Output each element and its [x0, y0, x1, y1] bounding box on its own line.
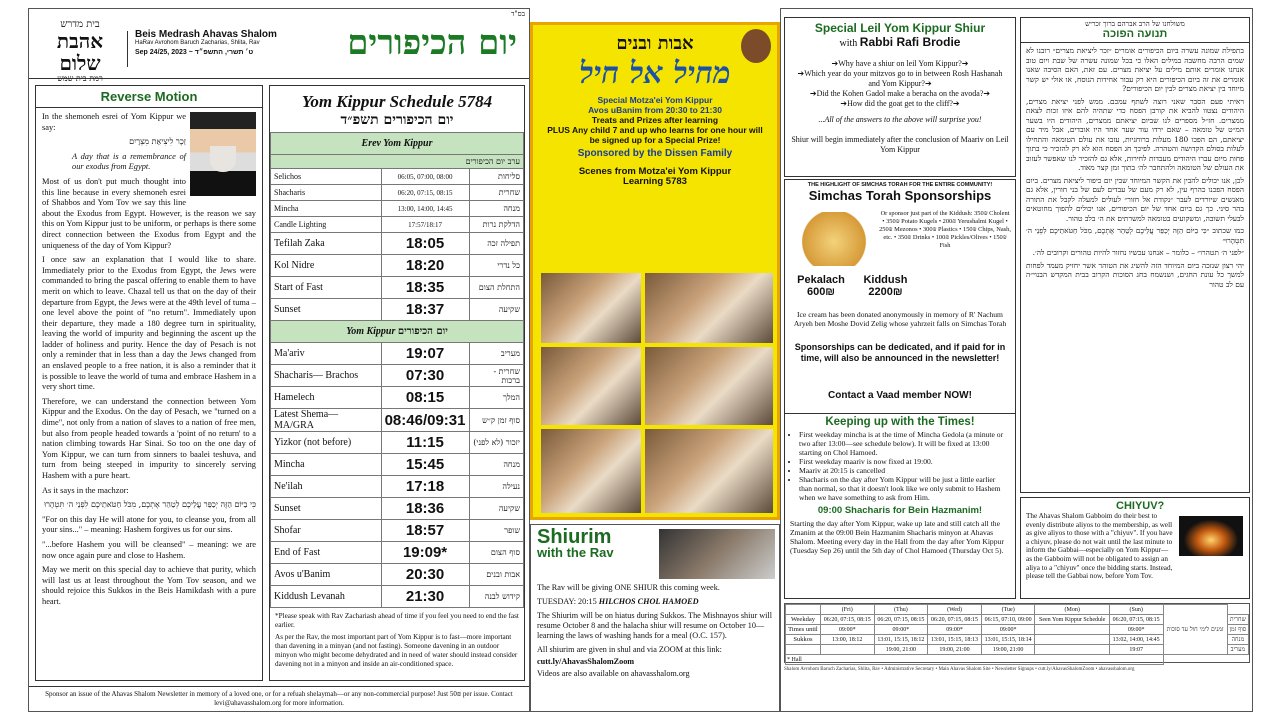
schedule-time: 17:57/18:17	[381, 217, 469, 233]
photo-5	[541, 429, 641, 513]
org-block: Beis Medrash Ahavas Shalom HaRav Avrohom Baruch Zacharias, Shlita, Rav Sep 24/25, 2023 ~ ט׳ תשרי, התשפ״ד	[135, 29, 277, 56]
schedule-label-he: שקיעה	[469, 299, 524, 321]
times-cell: 13:01, 15:15, 18:12	[874, 635, 928, 645]
mascot-icon	[741, 29, 771, 63]
schedule-row	[271, 432, 524, 454]
newsletter-page-1	[28, 8, 530, 712]
schedule-time: 18:57	[381, 520, 469, 542]
schedule-row	[271, 586, 524, 608]
schedule-label-he: סליחות	[469, 169, 524, 185]
schedule-box: Yom Kippur Schedule 5784 יום הכיפורים תשפ״ד Erev Yom Kippur ערב יום הכיפורים Selichos 06:05, 07:00, 08:00 סליחות Shacharis 06:20, 07:15, 08:15 שחרית Mincha 13:00, 14:00, 14:45 מנחה Candle Lighting 17:57/18:17 הדלקת נרות Tefilah Zaka 18:05 תפילה זכה Kol Nidre 18:20 כל נדרי Start of Fast 18:35 התחלת הצום Sunset 18:37 שקיעה Yom Kippur יום הכיפורים Ma'ariv 19:07 מעריב Shacharis— Brachos 07:30 שחרית - ברכות Hamelech 08:15 המלך Latest Shema—MA/GRA 08:46/09:31 סוף זמן ק״ש Yizkor (not before) 11:15 יזכור (לא לפני) Mincha 15:45 מנחה Ne'ilah 17:18 נעילה Sunset 18:36 שקיעה Shofar 18:57 שופר End of Fast 19:09* סוף הצום Avos u'Banim 20:30 אבות ובנים Kiddush Levanah 21:30 קידוש לבנה *Please speak with Rav Zachariash ahead of time if you feel you need to end the fast earlier. As per the Rav, the most important part of Yom Kippur is to fast—more important than davening in a minyan (and not fasting). Someone davening in an outdoor minyon who might become dehydrated and in need of water should instead consider davening not in a minyon and inside an air-conditioned space.	[269, 85, 525, 681]
schedule-time: 06:05, 07:00, 08:00	[381, 169, 469, 185]
photo-6	[645, 429, 773, 513]
leil-shiur-box: Special Leil Yom Kippur Shiur with Rabbi Rafi Brodie ➔Why have a shiur on leil Yom Kippur?➔ ➔Which year do your mitzvos go to in between Rosh Hashanah and Yom Kippur?➔ ➔Did the Kohen Gadol make a beracha on the avoda?➔ ➔How did the goat get to the cliff?➔ ...All of the answers to the above will surprise you! Shiur will begin immediately after the conclusion of Maariv on Leil Yom Kippur	[784, 17, 1016, 177]
times-row: Sukkos 13:00, 18:12 13:01, 15:15, 18:12 13:01, 15:15, 18:13 13:01, 15:15, 18:14 13:02, 14:00, 14:45 מנחה	[786, 635, 1249, 645]
times-cell: 19:07	[1109, 645, 1163, 655]
schedule-row	[271, 520, 524, 542]
schedule-label-he: יזכור (לא לפני)	[469, 432, 524, 454]
schedule-table: Erev Yom Kippur ערב יום הכיפורים Selichos 06:05, 07:00, 08:00 סליחות Shacharis 06:20, 07:15, 08:15 שחרית Mincha 13:00, 14:00, 14:45 מנחה Candle Lighting 17:57/18:17 הדלקת נרות Tefilah Zaka 18:05 תפילה זכה Kol Nidre 18:20 כל נדרי Start of Fast 18:35 התחלת הצום Sunset 18:37 שקיעה Yom Kippur יום הכיפורים Ma'ariv 19:07 מעריב Shacharis— Brachos 07:30 שחרית - ברכות Hamelech 08:15 המלך Latest Shema—MA/GRA 08:46/09:31 סוף זמן ק״ש Yizkor (not before) 11:15 יזכור (לא לפני) Mincha 15:45 מנחה Ne'ilah 17:18 נעילה Sunset 18:36 שקיעה Shofar 18:57 שופר End of Fast 19:09* סוף הצום Avos u'Banim 20:30 אבות ובנים Kiddush Levanah 21:30 קידוש לבנה	[270, 132, 524, 608]
schedule-label: Tefilah Zaka	[271, 233, 382, 255]
schedule-time: 07:30	[381, 365, 469, 387]
schedule-row	[271, 476, 524, 498]
schedule-label: Hamelech	[271, 387, 382, 409]
article-title: Reverse Motion	[36, 86, 262, 108]
schedule-row	[271, 169, 524, 185]
schedule-label: Latest Shema—MA/GRA	[271, 409, 382, 432]
times-cell: 06:20, 07:15, 08:15	[1109, 615, 1163, 625]
schedule-time: 13:00, 14:00, 14:45	[381, 201, 469, 217]
times-cell: 09:00*	[874, 625, 928, 635]
times-cell: 06:15, 07:10, 09:00	[981, 615, 1035, 625]
schedule-label-he: המלך	[469, 387, 524, 409]
photo-3	[541, 347, 641, 425]
times-cell: 13:02, 14:00, 14:45	[1109, 635, 1163, 645]
times-cell: 13:01, 15:15, 18:14	[981, 635, 1035, 645]
photo-2	[645, 273, 773, 343]
schedule-time: 08:46/09:31	[381, 409, 469, 432]
schedule-label: Yizkor (not before)	[271, 432, 382, 454]
side-label: זמנים לימי חול עד סוכות	[1163, 605, 1227, 655]
schedule-time: 18:20	[381, 255, 469, 277]
schedule-label: Shofar	[271, 520, 382, 542]
flyer-header: אבות ובנים	[616, 33, 694, 54]
schedule-label-he: אבות ובנים	[469, 564, 524, 586]
schedule-label-he: כל נדרי	[469, 255, 524, 277]
contacts-footer: Shalom Avrohom Baruch Zacharias, Shlita, Rav • Administrative Secretary • Main Ahavas Shalom Site • Newsletter Signups • cutt.ly/AhavasShalomZoom • ahavasshalom.org	[784, 667, 1135, 672]
schedule-label: Shacharis	[271, 185, 382, 201]
times-cell: 09:00*	[928, 625, 982, 635]
photo-grid	[541, 273, 773, 513]
keeping-times-box: Keeping up with the Times! • First weekday mincha is at the time of Mincha Gedola (a minute or two after 13:00—see schedule below). It will be fixed at 13:00 starting on Chol Hamoed. • First weekday maariv is now fixed at 19:00. • Maariv at 20:15 is cancelled • Shacharis on the day after Yom Kippur will be just a little earlier than normal, so that it doesn't look like we only submit to Hashem when we have something to ask from Him. 09:00 Shacharis for Bein Hazmanim! Starting the day after Yom Kippur, wake up late and still catch all the Zmanim at the 09:00 Bein Hazmanim Shacharis minyon at Ahavas Shalom. Meeting every day in the Hall from the day after Yom Kippur (Tuesday Sep 26) until the 5th day of Chol Hamoed (Thursday Oct 5).	[784, 413, 1016, 599]
flyer-title: מחיל אל חיל	[579, 56, 731, 91]
times-cell: Seen Yom Kippur Schedule	[1035, 615, 1109, 625]
schedule-label: Start of Fast	[271, 277, 382, 299]
schedule-label-he: שחרית	[469, 185, 524, 201]
schedule-time: 18:05	[381, 233, 469, 255]
times-row: Weekday 06:20, 07:15, 08:15 06:20, 07:15, 08:15 06:20, 07:15, 08:15 06:15, 07:10, 09:00 Seen Yom Kippur Schedule 06:20, 07:15, 08:15 שחרית	[786, 615, 1249, 625]
schedule-row	[271, 387, 524, 409]
schedule-row	[271, 454, 524, 476]
reverse-motion-article: Reverse Motion In the shemoneh esrei of Yom Kippur we say: זֵכֶר לִיצִיאַת מִצְרָיִם A day that is a remembrance of our exodus from Egypt. Most of us don't put much thought into this line because in every shemoneh esrei of Shabbos and Yom Tov we say this line about the Exodus from Egypt. However, is the reason we say this on Yom Kippur just to be uniform, or perhaps is there some direct connection between the Exodus from Egypt and the uniqueness of the day of Yom Kippur? I once saw an explanation that I would like to share. Immediately prior to the Exodus from Egypt, the Jews were commanded to bring the pascal offering to enable them to have merit on which to leave. Chazal tell us that on the day of their departure from Egypt, the Jews were at the 49th level of tuma – one level above the point of "no return". Immediately upon their departure, they made a 180 degree turn in spirituality, leaving the world of impurity and beginning the ascent up the ladder of holiness and purity. Hence the day of Pesach is not only a reminder that in less than a day the Jews changed from an enslaved people to a free nation, it is also a reminder that it is possible to leave the world of tuma and embrace Hashem in a very short time. Therefore, we can understand the connection between Yom Kippur and the Exodus. On the day of Pesach, we "turned on a dime", not only from a nation of slaves to a nation of free men, but also from people headed towards a 'point of no return' to a nation climbing towards Har Sinai. So too on the one day of Yom Kippur, we can turn from sinners to baalei teshuva, and turn from being steeped in impurity to sincerely serving Hashem with a pure heart. As it says in the machzor: כִּי בַיּוֹם הַזֶּה יְכַפֵּר עֲלֵיכֶם לְטַהֵר אֶתְכֶם, מִכֹּל חַטֹּאתֵיכֶם לִפְנֵי ה׳ תִּטְהָרוּ "For on this day He will atone for you, to cleanse you, from all your sins..." – meaning: Hashem forgives us for our sins. "...before Hashem you will be cleansed" – meaning: we are now once again pure and close to Hashem. May we merit on this special day to achieve that purity, which will last us at least throughout the Yom Tov season, and we should rejoice this Sukkos in the Beis Hamikdash with a pure heart.	[35, 85, 263, 681]
videos-link[interactable]: Videos are also available on ahavasshalom.org	[537, 669, 690, 678]
times-cell	[1035, 625, 1109, 635]
rav-shiur-photo	[659, 529, 775, 579]
schedule-label-he: מנחה	[469, 454, 524, 476]
schedule-label: Mincha	[271, 201, 382, 217]
sponsor-footer: Sponsor an issue of the Ahavas Shalom Newsletter in memory of a loved one, or for a refuah shelaymah—or any non-commercial purpose! Just 50₪ per issue. Contact levi@ahavasshalom.org for more information.	[29, 686, 529, 711]
times-cell: 09:00*	[1109, 625, 1163, 635]
schedule-label: Sunset	[271, 299, 382, 321]
avos-ubanim-flyer: אבות ובנים מחיל אל חיל Special Motza'ei Yom Kippur Avos uBanim from 20:30 to 21:30 Treats and Prizes after learning PLUS Any child 7 and up who learns for one hour will be signed up for a Special Prize! Sponsored by the Dissen Family Scenes from Motza'ei Yom Kippur Learning 5783	[530, 22, 780, 520]
simchas-torah-box: THE HIGHLIGHT OF SIMCHAS TORAH FOR THE ENTIRE COMMUNITY! Simchas Torah Sponsorships Or sponsor just part of the Kiddush: 350₪ Cholent • 350₪ Potato Kugels • 200₪ Yerushalmi Kugel • 250₪ Mezonos • 300₪ Plastics • 150₪ Chips, Nash, etc. • 350₪ Drinks • 100₪ Pickles/Olives • 150₪ Fish Pekalach 600₪ Kiddush 2200₪ Ice cream has been donated anonymously in memory of R' Nachum Aryeh ben Moshe Dovid Zelig whose yahrzeit falls on Simchas Torah Sponsorships can be dedicated, and if paid for in time, will also be announced in the newsletter! Contact a Vaad member NOW!	[784, 179, 1016, 415]
schedule-label: Candle Lighting	[271, 217, 382, 233]
banner-title: יום הכיפורים	[347, 23, 517, 63]
schedule-time: 08:15	[381, 387, 469, 409]
day-header: (Mon)	[1035, 605, 1109, 615]
schedule-label: Shacharis— Brachos	[271, 365, 382, 387]
newsletter-page-2	[530, 8, 780, 712]
schedule-row	[271, 217, 524, 233]
schedule-label: Avos u'Banim	[271, 564, 382, 586]
schedule-label-he: מנחה	[469, 201, 524, 217]
day-header: (Tue)	[981, 605, 1035, 615]
times-cell: 19:00, 21:00	[928, 645, 982, 655]
weekday-times-table: (Fri) (Thu) (Wed) (Tue) (Mon) (Sun) זמנים לימי חול עד סוכות Weekday 06:20, 07:15, 08:15 06:20, 07:15, 08:15 06:20, 07:15, 08:15 06:15, 07:10, 09:00 Seen Yom Kippur Schedule 06:20, 07:15, 08:15 שחרית Times until 09:00* 09:00* 09:00* 09:00* 09:00* סוף זמן Sukkos 13:00, 18:12 13:01, 15:15, 18:12 13:01, 15:15, 18:13 13:01, 15:15, 18:14 13:02, 14:00, 14:45 מנחה 19:00, 21:00 19:00, 21:00 19:00, 21:00 19:07 מעריב * Hall	[784, 603, 1250, 663]
schedule-label-he: הדלקת נרות	[469, 217, 524, 233]
times-cell: 06:20, 07:15, 08:15	[874, 615, 928, 625]
page-number: בס"ד	[511, 10, 525, 18]
schedule-label-he: שופר	[469, 520, 524, 542]
schedule-row	[271, 233, 524, 255]
zoom-link[interactable]: cutt.ly/AhavasShalomZoom	[537, 657, 635, 666]
chiyuv-box: CHIYUV? The Ahavas Shalom Gabboim do their best to evenly distribute aliyos to the membership, as well as give aliyos to those with a "chiyuv". If you have a chiyuv, please do not wait until the last minute to inform the Gabbai—especially on Yom Kippur—as the Gabboim will not be obligated to assign an aliya to a "chiyuv" once the bidding starts. Instead, please tell the Gabbai now, before Yom Tov.	[1020, 497, 1250, 599]
rabbi-photo	[190, 112, 256, 196]
day-header: (Thu)	[874, 605, 928, 615]
schedule-label-he: שקיעה	[469, 498, 524, 520]
newsletter-page-3	[780, 8, 1253, 712]
schedule-row	[271, 365, 524, 387]
times-cell	[1035, 635, 1109, 645]
schedule-time: 19:07	[381, 343, 469, 365]
schedule-label-he: מעריב	[469, 343, 524, 365]
schedule-time: 18:37	[381, 299, 469, 321]
day-header: (Sun)	[1109, 605, 1163, 615]
schedule-label: Selichos	[271, 169, 382, 185]
tenua-hafucha-article: משולחנו של הרב אברהם ברוך זכריש תנועה הפוכה בתפילת שמונה עשרה ביום הכיפורים אומרים ״זכר ליציאת מצרים״ רובנו לא שמים הרבה מחשבה במילים האלו כי בכל שמונה עשרה של שבת ויום טוב אנחנו אומרים אותם מילים על יציאת מצרים. עם זאת, האם הסיבה שאנו אומרים את זה ביום הכיפורים היא רק עבור אחידות הנוסח, או אולי יש קשר מיוחד בין יציאת מצרים לבין יום הכיפורים? ראיתי פעם הסבר שאני רוצה לשתף עמכם. ממש לפני יציאת מצרים, היהודים נצטוו להביא את קורבן הפסח כדי שתהיה להם איזו זכות לצאת ממצרים. חז״ל מספרים לנו שביום יציאתם ממצרים, היהודים היו בשער המ״ט של טומאה – שאם ירדו עוד שער אחד היו אובדים, אבל מיד עם יציאתם, הם הפכו 180 מעלות ברוחניות, עזבו את עולם הטומאה והתחילו לעלות בסולם הקדושה והטהרה. לפיכך חג הפסח הוא לא רק להזכיר כי בתוך פחות מיום עברו היהודים מעבדות לחירות, אלא גם להזכיר לנו שאפשר לעזוב את העולם של הטומאה ולהתחבר לה׳ בתוך זמן קצר מאוד. לכן, אנו יכולים להבין את הקשר המיוחד שבין יום כיפור ליציאת מצרים. ביום הפסח הפכנו כהרף עין, לא רק מעם של עבדים לעם של בני חורין, אלא גם מאנשים שיורדים לעבר ״נקודת אל חזור״ לעולים למעלה לקבל את התורה בהר סיני. כך גם ביום אחד של יום הכיפורים, אנו יכולים להפוך מחוטאים לבעלי תשובה, ומשקועים בטומאה למשרתים את ה׳ בלב טהור. כמו שכתוב ״כִּי בַיּוֹם הַזֶּה יְכַפֵּר עֲלֵיכֶם לְטַהֵר אֶתְכֶם, מִכֹּל חַטֹּאתֵיכֶם לִפְנֵי ה׳ תִּטְהָרוּ״ ״לפני ה׳ תטהרו״ – כלומר – אנחנו עכשיו נחזור להיות טהורים וקרובים לה׳. יהי רצון שנזכה ביום המיוחד הזה להשיג את הטוהר אשר יחזיק מעמד לפחות למשך כל עונת החגים, ושנשמח בחג הסוכות הקרוב בבית המקדש הבנוי״ה עם לב טהור	[1020, 17, 1250, 493]
times-cell: 19:00, 21:00	[981, 645, 1035, 655]
schedule-label: Kiddush Levanah	[271, 586, 382, 608]
times-cell: 06:20, 07:15, 08:15	[820, 615, 874, 625]
kugel-image	[791, 212, 877, 266]
times-cell: 09:00*	[981, 625, 1035, 635]
schedule-label: Sunset	[271, 498, 382, 520]
schedule-time: 11:15	[381, 432, 469, 454]
schedule-label: Mincha	[271, 454, 382, 476]
times-cell: 19:00, 21:00	[874, 645, 928, 655]
page1-header	[29, 9, 529, 83]
schedule-label-he: סוף זמן ק״ש	[469, 409, 524, 432]
schedule-label-he: שחרית - ברכות	[469, 365, 524, 387]
schedule-row	[271, 343, 524, 365]
logo-divider	[127, 31, 128, 67]
schedule-time: 15:45	[381, 454, 469, 476]
day-header: (Fri)	[820, 605, 874, 615]
schedule-time: 17:18	[381, 476, 469, 498]
schedule-row	[271, 255, 524, 277]
schedule-row	[271, 299, 524, 321]
times-cell	[1035, 645, 1109, 655]
schedule-time: 18:35	[381, 277, 469, 299]
photo-1	[541, 273, 641, 343]
schedule-label-he: סוף הצום	[469, 542, 524, 564]
schedule-time: 19:09*	[381, 542, 469, 564]
schedule-time: 18:36	[381, 498, 469, 520]
schedule-label: Ma'ariv	[271, 343, 382, 365]
schedule-title: Yom Kippur Schedule 5784	[301, 92, 493, 111]
schedule-label: Kol Nidre	[271, 255, 382, 277]
yk-header: Yom Kippur יום הכיפורים	[271, 321, 524, 343]
day-header: (Wed)	[928, 605, 982, 615]
times-row: 19:00, 21:00 19:00, 21:00 19:00, 21:00 19:07 מעריב	[786, 645, 1249, 655]
times-cell: 09:00*	[820, 625, 874, 635]
schedule-row	[271, 564, 524, 586]
schedule-row	[271, 201, 524, 217]
shiurim-box: Shiurim with the Rav The Rav will be giving ONE SHIUR this coming week. TUESDAY: 20:15 HILCHOS CHOL HAMOED The Shiurim will be on hiatus during Sukkos. The Mishnayos shiur will resume October 8 and the halacha shiur will resume on October 10—learning the laws of washing hands for a meal (O.C. 157). All shiurim are given in shul and via ZOOM at this link: cutt.ly/AhavasShalomZoom Videos are also available on ahavasshalom.org	[530, 524, 780, 712]
erev-header: Erev Yom Kippur	[271, 133, 524, 155]
contact-vaad: Contact a Vaad member NOW!	[828, 390, 972, 401]
schedule-label: End of Fast	[271, 542, 382, 564]
photo-4	[645, 347, 773, 425]
schedule-time: 06:20, 07:15, 08:15	[381, 185, 469, 201]
schedule-label-he: התחלת הצום	[469, 277, 524, 299]
times-cell: 13:00, 18:12	[820, 635, 874, 645]
times-cell	[820, 645, 874, 655]
times-cell: 06:20, 07:15, 08:15	[928, 615, 982, 625]
schedule-row	[271, 277, 524, 299]
schedule-time: 20:30	[381, 564, 469, 586]
logo: בית מדרש אהבת שלום רמת בית שמש	[56, 19, 104, 83]
schedule-row	[271, 185, 524, 201]
candle-image	[1179, 516, 1243, 556]
schedule-row	[271, 409, 524, 432]
schedule-label: Ne'ilah	[271, 476, 382, 498]
schedule-time: 21:30	[381, 586, 469, 608]
schedule-label-he: תפילה זכה	[469, 233, 524, 255]
schedule-row	[271, 498, 524, 520]
schedule-label-he: נעילה	[469, 476, 524, 498]
times-row: Times until 09:00* 09:00* 09:00* 09:00* 09:00* סוף זמן	[786, 625, 1249, 635]
schedule-row	[271, 542, 524, 564]
schedule-notes: *Please speak with Rav Zachariash ahead of time if you feel you need to end the fast earlier. As per the Rav, the most important part of Yom Kippur is to fast—more important than davening in a minyan (and not fasting). Someone davening in an outdoor minyon who might become dehydrated and in need of water should instead consider davening not in a minyon and inside an air-conditioned space.	[275, 612, 519, 668]
schedule-label-he: קידוש לבנה	[469, 586, 524, 608]
times-cell: 13:01, 15:15, 18:13	[928, 635, 982, 645]
